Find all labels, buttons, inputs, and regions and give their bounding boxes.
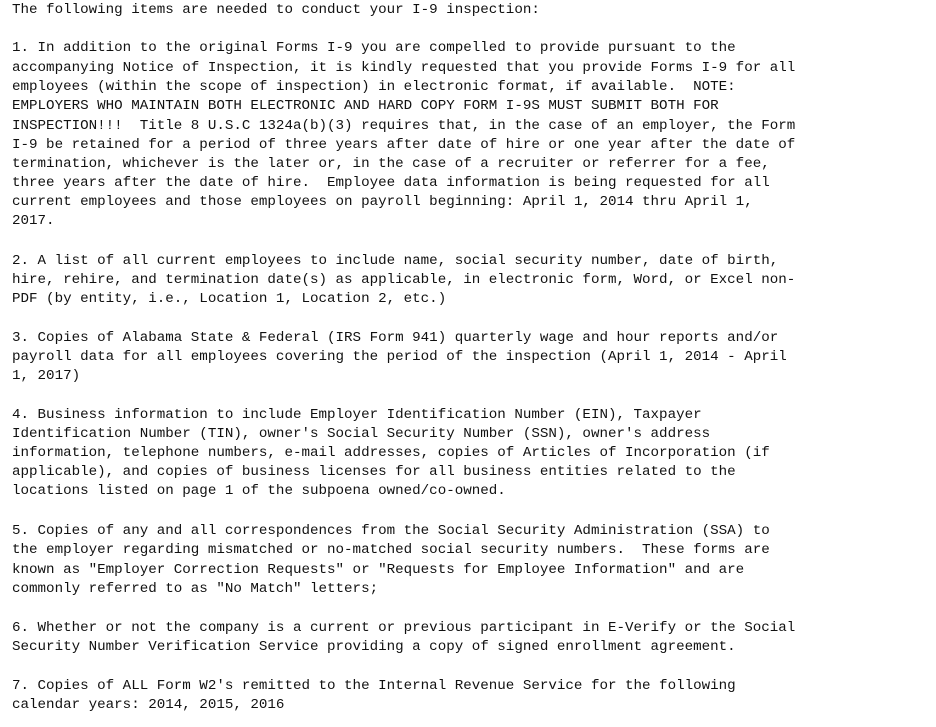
- item-3-line-3: 1, 2017): [12, 368, 81, 384]
- item-1-line-8: three years after the date of hire. Employee data information is being requested for all: [12, 175, 770, 191]
- item-2-line-2: hire, rehire, and termination date(s) as applicable, in electronic form, Word, or Excel non-: [12, 272, 796, 288]
- item-1-line-7: termination, whichever is the later or, in the case of a recruiter or referrer for a fee,: [12, 156, 770, 172]
- item-6-line-2: Security Number Verification Service providing a copy of signed enrollment agreement.: [12, 639, 736, 655]
- item-6-line-1: 6. Whether or not the company is a current or previous participant in E-Verify or the Social: [12, 620, 796, 636]
- item-1-line-3: employees (within the scope of inspection) in electronic format, if available. NOTE:: [12, 79, 736, 95]
- item-1-line-10: 2017.: [12, 213, 55, 229]
- item-5-line-1: 5. Copies of any and all correspondences from the Social Security Administration (SSA) to: [12, 523, 770, 539]
- item-1-line-5: INSPECTION!!! Title 8 U.S.C 1324a(b)(3) requires that, in the case of an employer, the Form: [12, 118, 796, 134]
- item-7-line-1: 7. Copies of ALL Form W2's remitted to the Internal Revenue Service for the following: [12, 678, 736, 694]
- item-1-line-6: I-9 be retained for a period of three years after date of hire or one year after the date of: [12, 137, 796, 153]
- document-heading: The following items are needed to conduct your I-9 inspection:: [12, 2, 540, 18]
- item-5-line-2: the employer regarding mismatched or no-matched social security numbers. These forms are: [12, 542, 770, 558]
- item-1-line-1: 1. In addition to the original Forms I-9 you are compelled to provide pursuant to the: [12, 40, 736, 56]
- item-1-line-2: accompanying Notice of Inspection, it is kindly requested that you provide Forms I-9 for all: [12, 60, 796, 76]
- item-4-line-2: Identification Number (TIN), owner's Social Security Number (SSN), owner's address: [12, 426, 711, 442]
- item-2-line-1: 2. A list of all current employees to include name, social security number, date of birth,: [12, 253, 779, 269]
- item-4-line-3: information, telephone numbers, e-mail addresses, copies of Articles of Incorporation (if: [12, 445, 770, 461]
- item-2-line-3: PDF (by entity, i.e., Location 1, Location 2, etc.): [12, 291, 447, 307]
- item-1-line-9: current employees and those employees on payroll beginning: April 1, 2014 thru April 1,: [12, 194, 753, 210]
- item-4-line-4: applicable), and copies of business licenses for all business entities related to the: [12, 464, 736, 480]
- item-5-line-4: commonly referred to as "No Match" letters;: [12, 581, 379, 597]
- item-4-line-5: locations listed on page 1 of the subpoena owned/co-owned.: [12, 483, 506, 499]
- item-7-line-2: calendar years: 2014, 2015, 2016: [12, 697, 285, 713]
- item-4-line-1: 4. Business information to include Employer Identification Number (EIN), Taxpayer: [12, 407, 702, 423]
- item-1-line-4: EMPLOYERS WHO MAINTAIN BOTH ELECTRONIC AND HARD COPY FORM I-9S MUST SUBMIT BOTH FOR: [12, 98, 719, 114]
- item-5-line-3: known as "Employer Correction Requests" or "Requests for Employee Information" and are: [12, 562, 745, 578]
- item-3-line-1: 3. Copies of Alabama State & Federal (IRS Form 941) quarterly wage and hour reports and/or: [12, 330, 779, 346]
- item-3-line-2: payroll data for all employees covering the period of the inspection (April 1, 2014 - April: [12, 349, 787, 365]
